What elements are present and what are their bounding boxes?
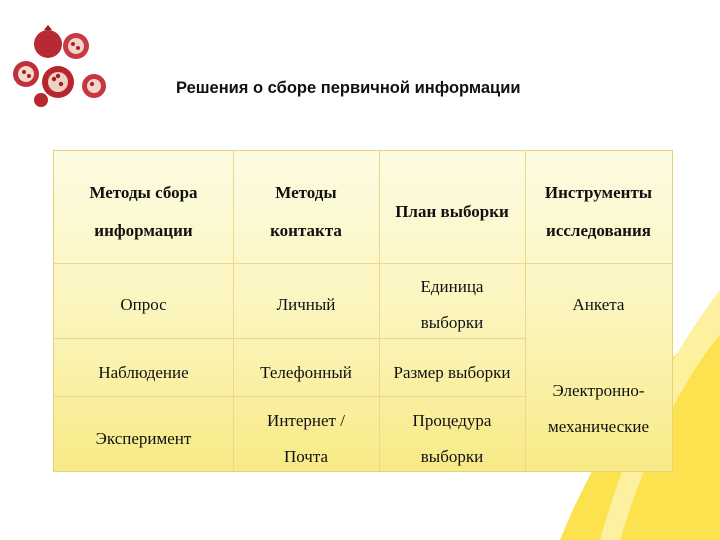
cell-personal: Личный (276, 295, 336, 314)
header-contact-methods-line1: Методы (275, 183, 337, 202)
cell-internet: Интернет / (267, 411, 345, 430)
header-sampling-plan: План выборки (395, 202, 509, 221)
slide-title: Решения о сборе первичной информации (176, 79, 521, 97)
cell-sample-unit-line2: выборки (420, 313, 484, 332)
cell-experiment: Эксперимент (95, 429, 192, 448)
cell-electromechanical-line2: механические (547, 417, 650, 436)
row-divider (54, 263, 672, 264)
cell-telephone: Телефонный (260, 363, 352, 382)
header-research-tools-line1: Инструменты (544, 183, 653, 202)
row-divider (54, 396, 525, 397)
cell-sample-procedure-line2: выборки (420, 447, 484, 466)
cell-sample-procedure-line1: Процедура (412, 411, 492, 430)
cell-questionnaire: Анкета (572, 295, 625, 314)
header-contact-methods-line2: контакта (270, 221, 342, 240)
cell-survey: Опрос (120, 295, 167, 314)
pomegranate-image (6, 24, 111, 109)
cell-sample-unit-line1: Единица (420, 277, 484, 296)
data-table (53, 150, 673, 472)
cell-mail: Почта (283, 447, 329, 466)
cell-sample-size: Размер выборки (393, 363, 511, 382)
header-research-tools-line2: исследования (546, 221, 651, 240)
header-collection-methods-line2: информации (94, 221, 193, 240)
header-collection-methods-line1: Методы сбора (89, 183, 198, 202)
cell-observation: Наблюдение (98, 363, 189, 382)
cell-electromechanical-line1: Электронно- (552, 381, 645, 400)
